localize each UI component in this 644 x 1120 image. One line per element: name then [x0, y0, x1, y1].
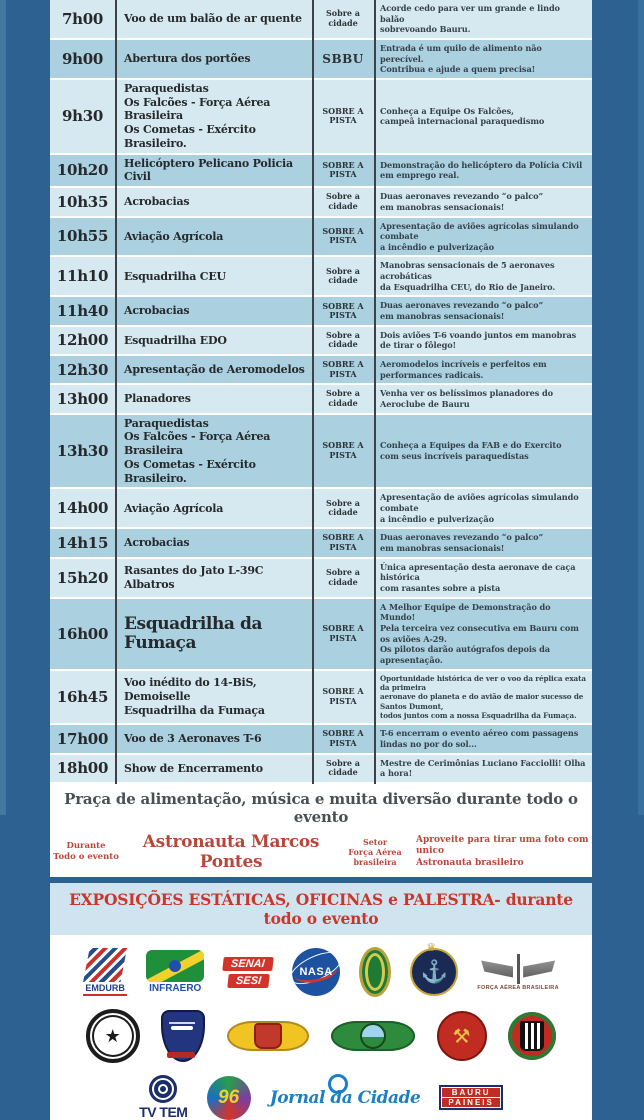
left-margin [0, 0, 50, 815]
food-court-banner: Praça de alimentação, música e muita diversão durante todo o evento [50, 784, 592, 829]
column-divider [312, 0, 314, 784]
astronaut-note [410, 835, 592, 870]
bombeiros-badge-logo [437, 1011, 487, 1061]
infraero-icon [146, 950, 204, 982]
event-description [374, 725, 592, 752]
text-line: Única apresentação desta aeronave de caça histórica [380, 561, 576, 583]
text-line: Sobre a cidade [326, 757, 360, 778]
text-line: 16h45 [56, 688, 109, 707]
text-line: PISTA [329, 632, 357, 643]
event-description [374, 559, 592, 597]
text-line: Sobre a cidade [326, 567, 360, 587]
schedule-row [50, 599, 592, 669]
logo-row-3 [50, 1075, 592, 1120]
text-line: Os Falcões - Força Aérea Brasileira [124, 95, 271, 123]
schedule-row [50, 529, 592, 556]
text-line: SOBRE A [322, 300, 364, 311]
poster-content [50, 0, 592, 1120]
text-line: lindas no por do sol... [380, 739, 477, 750]
location-badge [312, 9, 374, 28]
text-line: Abertura dos portões [124, 52, 251, 66]
text-line: Rasantes do Jato L-39C Albatros [124, 563, 264, 591]
text-line: PISTA [329, 542, 357, 553]
schedule-row [50, 489, 592, 527]
text-line: SBBU [322, 51, 364, 66]
infraero-logo [146, 950, 204, 994]
text-line: a incêndio e pulverização [380, 513, 494, 524]
text-line: PISTA [329, 450, 357, 461]
text-line: PISTA [329, 738, 357, 749]
marinha-do-brasil-crest-logo [410, 941, 458, 996]
astronaut-sector [340, 837, 410, 867]
schedule-row [50, 356, 592, 383]
event-description [374, 157, 592, 184]
text-line: 11h10 [56, 267, 109, 286]
logo-row-1 [50, 941, 592, 997]
text-line: aeronave do planeta e do avião de maior sucesso de Santos Dumont, [380, 692, 584, 711]
event-title [115, 155, 312, 187]
text-line: A Melhor Equipe de Demonstração do Mundo! [380, 601, 551, 623]
text-line: Demonstração do helicóptero da Polícia Civil em emprego real. [380, 159, 583, 181]
96fm-logo [207, 1076, 251, 1120]
text-line: Voo de um balão de ar quente [124, 12, 302, 26]
event-title [115, 760, 312, 778]
event-title [115, 332, 312, 350]
text-line: Manobras sensacionais de 5 aeronaves acrobáticas [380, 260, 555, 282]
schedule-row [50, 755, 592, 782]
text-line: Duas aeronaves revezando “o palco” [380, 191, 544, 202]
event-time [50, 161, 115, 179]
text-line: Os Falcões - Força Aérea Brasileira [124, 430, 271, 458]
text-line: a incêndio e pulverização [380, 241, 494, 252]
event-title [115, 500, 312, 518]
event-title [115, 613, 312, 654]
location-badge [312, 389, 374, 408]
event-time [50, 442, 115, 460]
bauru-paineis-icon [439, 1085, 502, 1110]
event-description [374, 218, 592, 256]
event-time [50, 688, 115, 706]
text-line: PISTA [329, 169, 357, 180]
location-badge [312, 192, 374, 211]
text-line: Paraquedistas [124, 416, 209, 430]
nasa-logo [292, 948, 340, 996]
event-description [374, 489, 592, 527]
96fm-icon [207, 1076, 251, 1120]
paineis-label: PAINEIS [442, 1098, 499, 1107]
text-line: Mestre de Cerimônias Luciano Facciolli! Olha a hora! [380, 757, 586, 779]
text-line: em manobras sensacionais! [380, 543, 505, 554]
event-time [50, 534, 115, 552]
text-line: da Esquadrilha CEU, do Rio de Janeiro. [380, 281, 556, 292]
event-time [50, 569, 115, 587]
text-line: Voo inédito do 14-BiS, Demoiselle [124, 676, 257, 704]
text-line: campeã internacional paraquedismo [380, 116, 545, 127]
text-line: em manobras sensacionais! [380, 311, 505, 322]
jornal-da-cidade-icon [328, 1074, 348, 1094]
text-line: em manobras sensacionais! [380, 201, 505, 212]
astronaut-name: Astronauta Marcos Pontes [142, 832, 320, 873]
text-line: SOBRE A [322, 623, 364, 634]
column-divider [374, 0, 376, 784]
event-description [374, 103, 592, 130]
location-badge [312, 624, 374, 643]
event-description [374, 257, 592, 295]
text-line: Sobre a cidade [326, 497, 360, 518]
text-line: 10h20 [56, 161, 109, 180]
schedule-table [50, 0, 592, 784]
event-title [115, 268, 312, 286]
emdurb-logo [83, 948, 127, 996]
schedule-row [50, 559, 592, 597]
text-line: 14h15 [56, 534, 109, 553]
event-description [374, 188, 592, 215]
event-time [50, 227, 115, 245]
text-line: Acrobacias [124, 194, 190, 208]
event-time [50, 730, 115, 748]
text-line: Esquadrilha da Fumaça [124, 613, 263, 653]
event-title [115, 10, 312, 28]
text-line: Paraquedistas [124, 81, 209, 95]
text-line: Acrobacias [124, 304, 190, 318]
text-line: 11h40 [56, 302, 109, 321]
fab-wings-icon [481, 954, 555, 984]
location-badge [312, 441, 374, 460]
text-line: Pela terceira vez consecutiva em Bauru com os aviões A-29. [380, 623, 579, 644]
text-line: Apresentação de Aeromodelos [124, 362, 305, 376]
event-description [374, 0, 592, 38]
text-line: Oportunidade histórica de ver o voo da réplica exata da primeira [380, 673, 586, 692]
text-line: Show de Encerramento [124, 761, 263, 775]
text-line: Duas aeronaves revezando “o palco” [380, 532, 544, 543]
bombeiros-icon: ⚒ [437, 1011, 487, 1061]
emdurb-label: EMDURB [85, 983, 125, 994]
text-line: 9h30 [61, 107, 104, 126]
forca-aerea-brasileira-logo [477, 954, 558, 991]
text-line: Aproveite para tirar uma foto com unico [416, 834, 589, 857]
jornal-da-cidade-logo [270, 1088, 421, 1108]
event-description [374, 327, 592, 354]
emdurb-underline [83, 994, 127, 996]
text-line: Sobre a cidade [326, 265, 360, 286]
astronaut-row [50, 829, 592, 877]
96fm-label: 96 [218, 1086, 240, 1108]
text-line: Sobre a cidade [326, 329, 360, 350]
schedule-row [50, 218, 592, 256]
text-line: 18h00 [56, 759, 109, 778]
text-line: Todo o evento [53, 852, 119, 863]
yellow-wings-icon [227, 1021, 309, 1051]
text-line: 9h00 [61, 49, 104, 68]
text-line: Conheça a Equipes da FAB e do Exercito [380, 440, 562, 451]
text-line: PISTA [329, 310, 357, 321]
exercito-crest-icon [359, 947, 391, 997]
green-wings-icon [331, 1021, 415, 1051]
text-line: SOBRE A [322, 686, 364, 697]
text-line: 10h35 [56, 192, 109, 211]
policia-ambiental-badge-logo [331, 1021, 415, 1051]
exercito-brasileiro-crest-logo [359, 947, 391, 997]
text-line: 12h00 [56, 331, 109, 350]
text-line: Sobre a cidade [326, 191, 360, 211]
event-title [115, 361, 312, 379]
text-line: Contribua e ajude a quem precisa! [380, 64, 536, 75]
tv-tem-label: TV TEM [139, 1104, 188, 1120]
text-line: 16h00 [56, 624, 109, 643]
tv-tem-logo [139, 1075, 187, 1120]
event-title [115, 390, 312, 408]
bauru-label: BAURU [442, 1088, 499, 1097]
event-time [50, 759, 115, 777]
event-time [50, 361, 115, 379]
text-line: Conheça a Equipe Os Falcões, [380, 105, 514, 116]
text-line: Durante [66, 841, 106, 852]
location-badge [312, 687, 374, 706]
location-badge [312, 227, 374, 246]
fab-label: FORÇA AÉREA BRASILEIRA [477, 984, 559, 991]
event-description [374, 599, 592, 669]
event-time [50, 193, 115, 211]
text-line: com seus incríveis paraquedistas [380, 451, 529, 462]
expo-header: EXPOSIÇÕES ESTÁTICAS, OFICINAS e PALESTRA- durante todo o evento [50, 883, 592, 935]
text-line: Apresentação de aviões agrícolas simulando combate [380, 220, 579, 242]
location-badge [312, 107, 374, 126]
event-title [115, 228, 312, 246]
location-badge [312, 568, 374, 587]
jornal-text: Jornal da Cidade [269, 1087, 421, 1108]
right-margin [592, 0, 644, 815]
text-line: 14h00 [56, 499, 109, 518]
policia-militar-badge-logo [86, 1009, 140, 1063]
event-title [115, 562, 312, 594]
event-title [115, 415, 312, 488]
event-time [50, 107, 115, 125]
logo-row-2 [50, 1009, 592, 1063]
schedule-row [50, 0, 592, 38]
text-line: Acrobacias [124, 536, 190, 550]
event-time [50, 50, 115, 68]
event-description [374, 297, 592, 324]
event-time [50, 499, 115, 517]
event-time [50, 625, 115, 643]
text-line: Entrada é um quilo de alimento não perecível. [380, 42, 542, 64]
event-time [50, 390, 115, 408]
text-line: Duas aeronaves revezando “o palco” [380, 300, 544, 311]
text-line: Astronauta brasileiro [416, 857, 524, 868]
sao-paulo-icon [508, 1012, 556, 1060]
text-line: de tirar o fôlego! [380, 340, 457, 351]
location-badge [312, 759, 374, 778]
event-description [374, 437, 592, 464]
text-line: PISTA [329, 115, 357, 126]
text-line: SOBRE A [322, 359, 364, 370]
text-line: Dois aviões T-6 voando juntos em manobras [380, 329, 577, 340]
event-description [374, 755, 592, 782]
schedule-row [50, 327, 592, 354]
location-badge [312, 267, 374, 286]
event-time [50, 302, 115, 320]
text-line: Esquadrilha da Fumaça [124, 703, 265, 717]
sesi-label: SESI [227, 974, 270, 988]
event-title [115, 80, 312, 153]
text-line: 13h00 [56, 390, 109, 409]
location-badge [312, 533, 374, 552]
text-line: 13h30 [56, 442, 109, 461]
schedule-row [50, 725, 592, 752]
text-line: Voo de 3 Aeronaves T-6 [124, 732, 262, 746]
text-line: T-6 encerram o evento aéreo com passagens [380, 728, 579, 739]
text-line: Esquadrilha CEU [124, 269, 226, 283]
event-time [50, 10, 115, 28]
text-line: brasileira [353, 857, 397, 868]
event-title [115, 534, 312, 552]
text-line: Os Cometas - Exército Brasileiro. [124, 457, 256, 485]
event-time [50, 267, 115, 285]
senai-sesi-logo [223, 956, 273, 989]
schedule-row [50, 415, 592, 488]
column-divider [115, 0, 117, 784]
nasa-label: NASA [299, 966, 333, 979]
schedule-row [50, 671, 592, 724]
location-badge [312, 302, 374, 321]
event-title [115, 674, 312, 719]
text-line: Aviação Agrícola [124, 229, 224, 243]
schedule-row [50, 155, 592, 187]
text-line: Os pilotos darão autógrafos depois da apresentação. [380, 644, 550, 665]
text-line: Esquadrilha EDO [124, 333, 227, 347]
text-line: Sobre a cidade [326, 388, 360, 409]
location-badge [312, 729, 374, 748]
event-description [374, 671, 592, 724]
text-line: Acorde cedo para ver um grande e lindo balão [380, 3, 560, 24]
nasa-icon [292, 948, 340, 996]
sponsor-logos [50, 935, 592, 1120]
text-line: 10h55 [56, 227, 109, 246]
location-badge [312, 331, 374, 350]
text-line: PISTA [329, 368, 357, 379]
event-title [115, 50, 312, 68]
sao-paulo-badge-logo [508, 1012, 556, 1060]
text-line: PISTA [329, 235, 357, 246]
text-line: sobrevoando Bauru. [380, 24, 471, 35]
jornal-da-cidade-label [270, 1088, 421, 1108]
text-line: SOBRE A [322, 728, 364, 739]
schedule-row [50, 257, 592, 295]
location-badge [312, 161, 374, 180]
text-line: Força Aérea [348, 847, 402, 858]
location-badge [312, 360, 374, 379]
schedule-row [50, 297, 592, 324]
text-line: 15h20 [56, 568, 109, 587]
event-description [374, 529, 592, 556]
schedule-row [50, 80, 592, 153]
aviacao-shield-icon [161, 1010, 205, 1062]
text-line: todos juntos com a nossa Esquadrilha da Fumaça. [380, 711, 577, 721]
location-badge [312, 52, 374, 66]
senai-label: SENAI [223, 957, 274, 971]
text-line: Aeromodelos incríveis e perfeitos em performances radicais. [380, 359, 547, 380]
text-line: Planadores [124, 392, 191, 406]
event-description [374, 385, 592, 412]
text-line: Sobre a cidade [326, 8, 360, 28]
text-line: SOBRE A [322, 105, 364, 116]
infraero-label: INFRAERO [149, 983, 202, 995]
text-line: 7h00 [61, 9, 104, 28]
event-description [374, 356, 592, 383]
text-line: Helicóptero Pelicano Policia Civil [124, 156, 293, 184]
text-line: 17h00 [56, 730, 109, 749]
text-line: Apresentação de aviões agrícolas simulando combate [380, 492, 579, 514]
policia-rodoviaria-badge-logo [227, 1021, 309, 1051]
text-line: Venha ver os belíssimos planadores do Aeroclube de Bauru [380, 388, 554, 410]
policia-militar-icon: ★ [86, 1009, 140, 1063]
marinha-crest-icon: ⚓ ♛ [410, 948, 458, 996]
tv-tem-icon [149, 1075, 177, 1103]
text-line: com rasantes sobre a pista [380, 583, 501, 594]
emdurb-icon [83, 948, 127, 982]
astronaut-period [50, 841, 122, 862]
event-time [50, 331, 115, 349]
bauru-paineis-logo [439, 1085, 502, 1110]
schedule-row [50, 385, 592, 412]
event-title [115, 193, 312, 211]
text-line: Aviação Agrícola [124, 501, 224, 515]
text-line: Os Cometas - Exército Brasileiro. [124, 123, 256, 150]
text-line: PISTA [329, 696, 357, 707]
aviacao-policia-militar-badge-logo [161, 1010, 205, 1062]
text-line: 12h30 [56, 360, 109, 379]
event-description [374, 40, 592, 78]
schedule-row [50, 188, 592, 215]
text-line: SOBRE A [322, 440, 364, 451]
text-line: SOBRE A [322, 159, 364, 170]
text-line: SOBRE A [322, 225, 364, 236]
text-line: SOBRE A [322, 532, 364, 543]
text-line: Setor [362, 837, 388, 848]
schedule-row [50, 40, 592, 78]
location-badge [312, 499, 374, 518]
event-title [115, 730, 312, 748]
event-title [115, 302, 312, 320]
